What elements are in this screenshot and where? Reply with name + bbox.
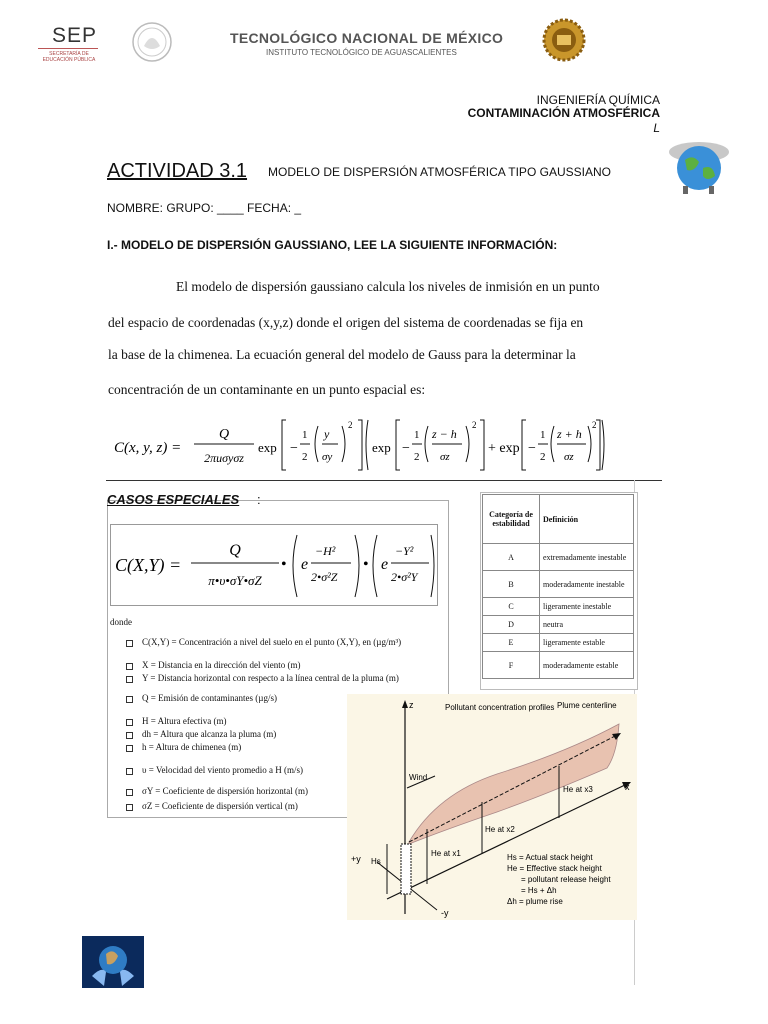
sep-logo-divider [38, 48, 98, 49]
plume-diagram [347, 694, 637, 920]
table-cell: C [483, 598, 540, 616]
svg-text:−: − [290, 441, 298, 456]
header-category: Categoría de estabilidad [483, 495, 540, 544]
bullet-icon [126, 804, 133, 811]
wind-label: Wind [409, 773, 428, 782]
table-cell: ligeramente inestable [540, 598, 634, 616]
definition-item: dh = Altura que alcanza la pluma (m) [142, 729, 277, 739]
paragraph-line: concentración de un contaminante en un punto espacial es: [108, 382, 426, 397]
sep-logo-text: SEP [52, 24, 98, 47]
svg-text:σy: σy [322, 451, 333, 463]
svg-text:1: 1 [540, 429, 546, 441]
plus-y-label: +y [351, 854, 361, 864]
gaussian-equation [106, 412, 606, 476]
he-x2-label: He at x2 [485, 825, 515, 834]
svg-text:e: e [381, 556, 389, 573]
table-row [483, 571, 634, 598]
definition-item: C(X,Y) = Concentración a nivel del suelo en el punto (X,Y), en (µg/m³) [142, 637, 402, 647]
institution-subtitle: INSTITUTO TECNOLÓGICO DE AGUASCALIENTES [266, 48, 457, 57]
bullet-icon [126, 640, 133, 647]
paragraph-line: El modelo de dispersión gaussiano calcula los niveles de inmisión en un punto [176, 279, 600, 294]
svg-text:2: 2 [592, 420, 597, 430]
pollutant-profiles-label: Pollutant concentration profiles [445, 703, 555, 712]
table-cell: D [483, 616, 540, 634]
table-row [483, 598, 634, 616]
svg-text:2: 2 [472, 420, 477, 430]
special-cases-colon: : [257, 492, 261, 507]
table-cell: moderadamente estable [540, 652, 634, 679]
stability-table [482, 494, 634, 679]
definition-item: υ = Velocidad del viento promedio a H (m/s) [142, 765, 303, 775]
activity-description: MODELO DE DISPERSIÓN ATMOSFÉRICA TIPO GAUSSIANO [268, 165, 611, 179]
definition-item: X = Distancia en la dirección del viento (m) [142, 660, 301, 670]
career-name: INGENIERÍA QUÍMICA [536, 93, 660, 107]
svg-text:•: • [281, 556, 287, 573]
ground-level-equation [110, 524, 438, 606]
svg-text:σz: σz [564, 451, 574, 463]
svg-text:−: − [402, 441, 410, 456]
legend-line: = Hs + Δh [521, 886, 557, 895]
stack-icon [401, 844, 411, 894]
eq2-denominator: π•υ•σY•σZ [208, 573, 262, 588]
minus-y-label: -y [441, 908, 449, 918]
svg-text:2: 2 [414, 451, 420, 463]
donde-label: donde [110, 617, 132, 627]
legend-line: He = Effective stack height [507, 864, 602, 873]
eq2-numerator: Q [229, 542, 241, 559]
table-cell: F [483, 652, 540, 679]
table-cell: neutra [540, 616, 634, 634]
table-cell: extremadamente inestable [540, 544, 634, 571]
legend-line: = pollutant release height [521, 875, 611, 884]
table-cell: moderadamente inestable [540, 571, 634, 598]
table-cell: B [483, 571, 540, 598]
section-title: I.- MODELO DE DISPERSIÓN GAUSSIANO, LEE LA SIGUIENTE INFORMACIÓN: [107, 238, 558, 252]
svg-text:−H²: −H² [315, 544, 336, 558]
bullet-icon [126, 768, 133, 775]
svg-text:2•σ²Y: 2•σ²Y [391, 570, 418, 584]
bullet-icon [126, 789, 133, 796]
earth-hands-logo-icon [82, 936, 144, 988]
name-group-date-line: NOMBRE: GRUPO: ____ FECHA: _ [107, 201, 302, 215]
institution-title: TECNOLÓGICO NACIONAL DE MÉXICO [230, 30, 504, 46]
legend-line: Hs = Actual stack height [507, 853, 593, 862]
svg-text:−Y²: −Y² [395, 544, 414, 558]
svg-text:y: y [324, 427, 330, 441]
table-header-row [483, 495, 634, 544]
svg-text:2: 2 [540, 451, 546, 463]
svg-text:2: 2 [348, 420, 353, 430]
bullet-icon [126, 732, 133, 739]
polluted-earth-icon [665, 138, 733, 196]
bullet-icon [126, 676, 133, 683]
sep-logo-subtext: SECRETARÍA DE EDUCACIÓN PÚBLICA [42, 51, 96, 63]
definition-item: Y = Distancia horizontal con respecto a la línea central de la pluma (m) [142, 673, 399, 683]
paragraph-line: del espacio de coordenadas (x,y,z) donde el origen del sistema de coordenadas se fija en [108, 315, 584, 330]
svg-text:exp: exp [372, 440, 391, 455]
svg-text:−: − [528, 441, 536, 456]
table-row [483, 634, 634, 652]
z-axis-label: z [409, 700, 414, 710]
svg-text:z + h: z + h [557, 427, 582, 441]
mexico-crest-icon [130, 20, 174, 64]
svg-text:2•σ²Z: 2•σ²Z [311, 570, 338, 584]
svg-text:1: 1 [414, 429, 420, 441]
definition-item: σZ = Coeficiente de dispersión vertical (m) [142, 801, 298, 811]
activity-title: ACTIVIDAD 3.1 [107, 160, 248, 182]
table-cell: E [483, 634, 540, 652]
header-definition: Definición [540, 495, 634, 544]
equation-exp: exp [258, 440, 277, 455]
definition-item: H = Altura efectiva (m) [142, 716, 227, 726]
subject-name: CONTAMINACIÓN ATMOSFÉRICA [467, 106, 660, 120]
definition-item: Q = Emisión de contaminantes (µg/s) [142, 693, 277, 703]
svg-text:σz: σz [440, 451, 450, 463]
he-x3-label: He at x3 [563, 785, 593, 794]
table-cell: A [483, 544, 540, 571]
bullet-icon [126, 663, 133, 670]
equation-numerator: Q [218, 427, 230, 442]
bullet-icon [126, 719, 133, 726]
subject-letter: L [653, 121, 660, 135]
bullet-icon [126, 696, 133, 703]
svg-text:e: e [301, 556, 309, 573]
ita-gear-logo-icon [542, 18, 586, 62]
hs-label: Hs [371, 857, 381, 866]
svg-text:•: • [363, 556, 369, 573]
plume-centerline-label: Plume centerline [557, 701, 617, 710]
he-x1-label: He at x1 [431, 849, 461, 858]
svg-text:1: 1 [302, 429, 308, 441]
x-axis-label: x [625, 782, 630, 792]
svg-text:z − h: z − h [432, 427, 457, 441]
svg-text:+ exp: + exp [488, 441, 520, 456]
bullet-icon [126, 745, 133, 752]
definition-item: h = Altura de chimenea (m) [142, 742, 242, 752]
table-cell: ligeramente estable [540, 634, 634, 652]
horizontal-rule [106, 480, 662, 481]
equation-lhs: C(x, y, z) = [114, 440, 182, 456]
table-row [483, 616, 634, 634]
equation-denominator: 2πuσyσz [204, 451, 244, 465]
table-row [483, 652, 634, 679]
special-cases-title: CASOS ESPECIALES [107, 492, 240, 507]
legend-line: Δh = plume rise [507, 897, 563, 906]
eq2-lhs: C(X,Y) = [115, 555, 182, 575]
svg-text:2: 2 [302, 451, 308, 463]
table-row [483, 544, 634, 571]
definition-item: σY = Coeficiente de dispersión horizontal (m) [142, 786, 309, 796]
paragraph-line: la base de la chimenea. La ecuación general del modelo de Gauss para la determinar la [108, 347, 576, 362]
